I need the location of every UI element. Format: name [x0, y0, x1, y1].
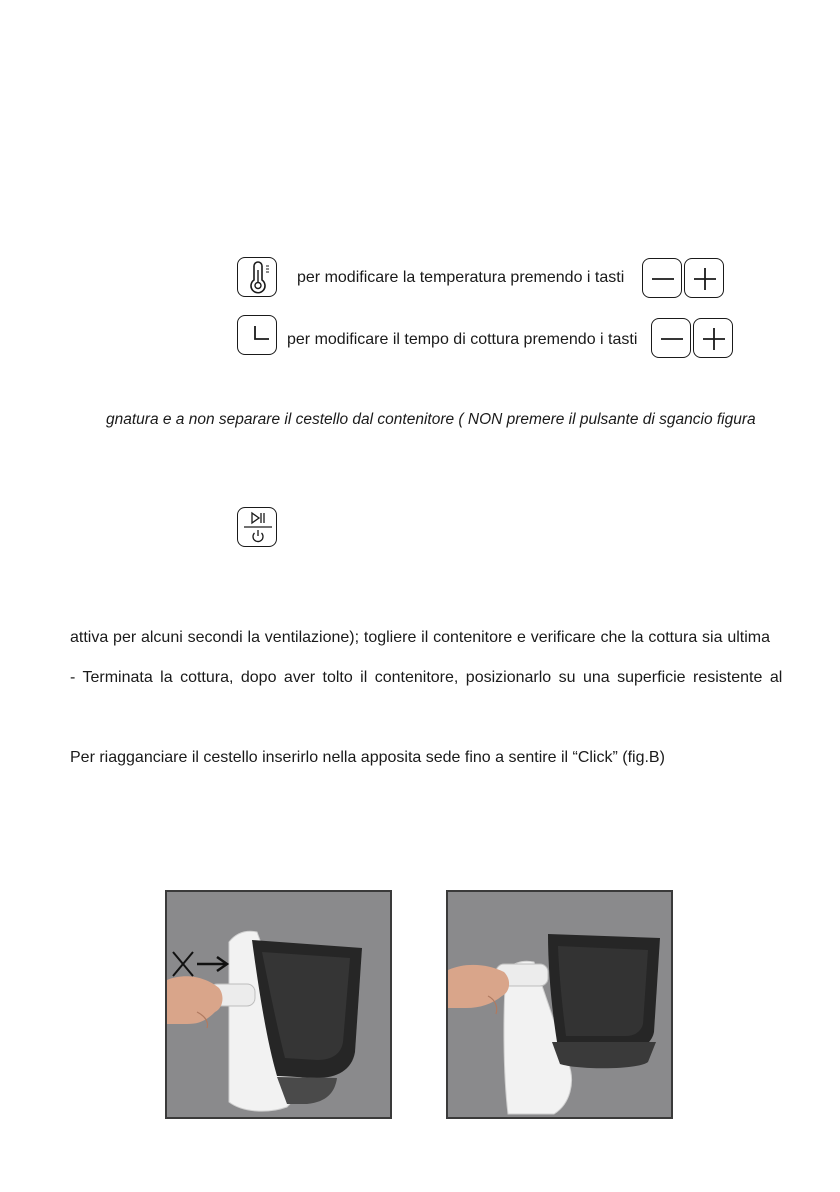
warning-line: gnatura e a non separare il cestello dal contenitore ( NON premere il pulsante di sgancio figura — [106, 411, 756, 428]
time-instruction: per modificare il tempo di cottura premendo i tasti — [287, 331, 638, 348]
figure-a-photo — [165, 890, 392, 1119]
end-cooking-line: - Terminata la cottura, dopo aver tolto il contenitore, posizionarlo su una superficie resistente al — [70, 669, 783, 686]
minus-button-icon — [651, 318, 691, 358]
ventilation-line: attiva per alcuni secondi la ventilazione); togliere il contenitore e verificare che la cottura sia ultima — [70, 629, 770, 646]
plus-icon — [694, 319, 734, 359]
figure-b-photo — [446, 890, 673, 1119]
plus-button-icon — [684, 258, 724, 298]
reattach-line: Per riagganciare il cestello inserirlo nella apposita sede fino a sentire il “Click” (fig.B) — [70, 749, 665, 766]
minus-icon — [643, 259, 683, 299]
play-pause-power-icon — [238, 508, 278, 548]
minus-button-icon — [642, 258, 682, 298]
clock-icon — [238, 316, 278, 356]
minus-icon — [652, 319, 692, 359]
plus-button-icon — [693, 318, 733, 358]
timer-button-icon — [237, 315, 277, 355]
plus-icon — [685, 259, 725, 299]
thermometer-button-icon — [237, 257, 277, 297]
thermometer-icon — [238, 258, 278, 298]
start-stop-button-icon — [237, 507, 277, 547]
temperature-instruction: per modificare la temperatura premendo i tasti — [297, 269, 625, 286]
